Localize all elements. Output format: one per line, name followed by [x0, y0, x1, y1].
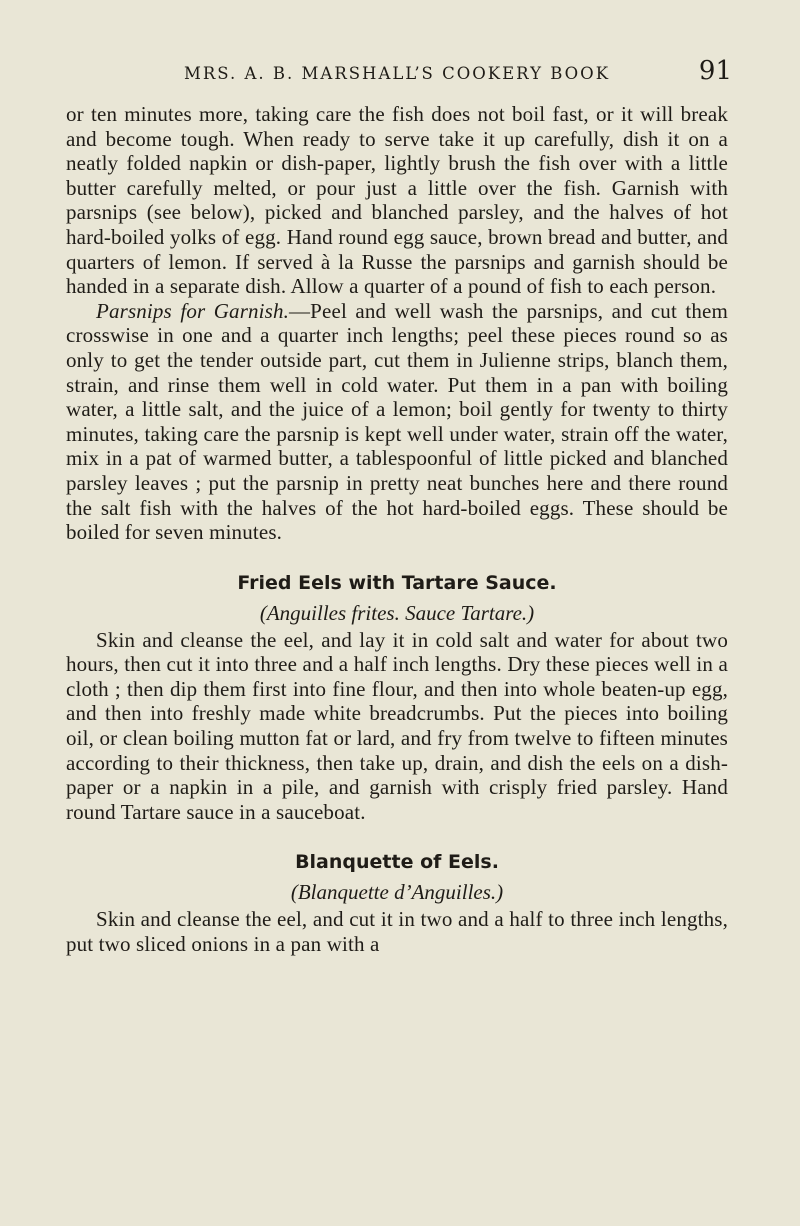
paragraph-blanquette: Skin and cleanse the eel, and cut it in two and a half to three inch lengths, put two sliced onions in a pan with a [66, 907, 728, 957]
running-title: MRS. A. B. MARSHALL’S COOKERY BOOK [183, 64, 611, 83]
page-number: 91 [698, 56, 732, 86]
paragraph-fish-serving: or ten minutes more, taking care the fish does not boil fast, or it will break and become tough. When ready to serve take it up carefully, dish it on a neatly folded napkin or dish-paper, lightly brush the fish over with a little butter carefully melted, or pour just a little over the fish. Garnish with parsnips (see below), picked and blanched parsley, and the halves of hot hard-boiled yolks of egg. Hand round egg sauce, brown bread and butter, and quarters of lemon. If served à la Russe the parsnips and garnish should be handed in a separate dish. Allow a quarter of a pound of fish to each person. [66, 102, 728, 299]
paragraph-parsnips-for-garnish [66, 299, 728, 545]
recipe-heading-blanquette: Blanquette of Eels. [295, 851, 499, 874]
recipe-subheading-fried-eels: (Anguilles frites. Sauce Tartare.) [259, 600, 535, 625]
recipe-subheading-blanquette: (Blanquette d’Anguilles.) [290, 880, 504, 905]
parsnips-garnish-lead: Parsnips for Garnish. [96, 298, 290, 323]
running-head [66, 56, 732, 98]
recipe-heading-fried-eels: Fried Eels with Tartare Sauce. [237, 571, 557, 594]
parsnips-garnish-text: —Peel and well wash the parsnips, and cut them crosswise in one and a quarter inch lengths; peel these pieces round so as only to get the tender outside part, cut them in Julienne strips, blanch them, strain, and rinse them well in cold water. Put them in a pan with boiling water, a little salt, and the juice of a lemon; boil gently for twenty to thirty minutes, taking care the parsnip is kept well under water, strain off the water, mix in a pat of warmed butter, a tablespoonful of little picked and blanched parsley leaves ; put the parsnip in pretty neat bunches here and there round the salt fish with the halves of the hot hard-boiled eggs. These should be boiled for seven minutes. [66, 298, 728, 545]
paragraph-fried-eels: Skin and cleanse the eel, and lay it in cold salt and water for about two hours, then cut it into three and a half inch lengths. Dry these pieces well in a cloth ; then dip them first into fine flour, and then into whole beaten-up egg, and then into freshly made white breadcrumbs. Put the pieces into boiling oil, or clean boiling mutton fat or lard, and fry from twelve to fifteen minutes according to their thickness, then take up, drain, and dish the eels on a dish-paper or a napkin in a pile, and garnish with crisply fried parsley. Hand round Tartare sauce in a sauceboat. [66, 627, 728, 824]
